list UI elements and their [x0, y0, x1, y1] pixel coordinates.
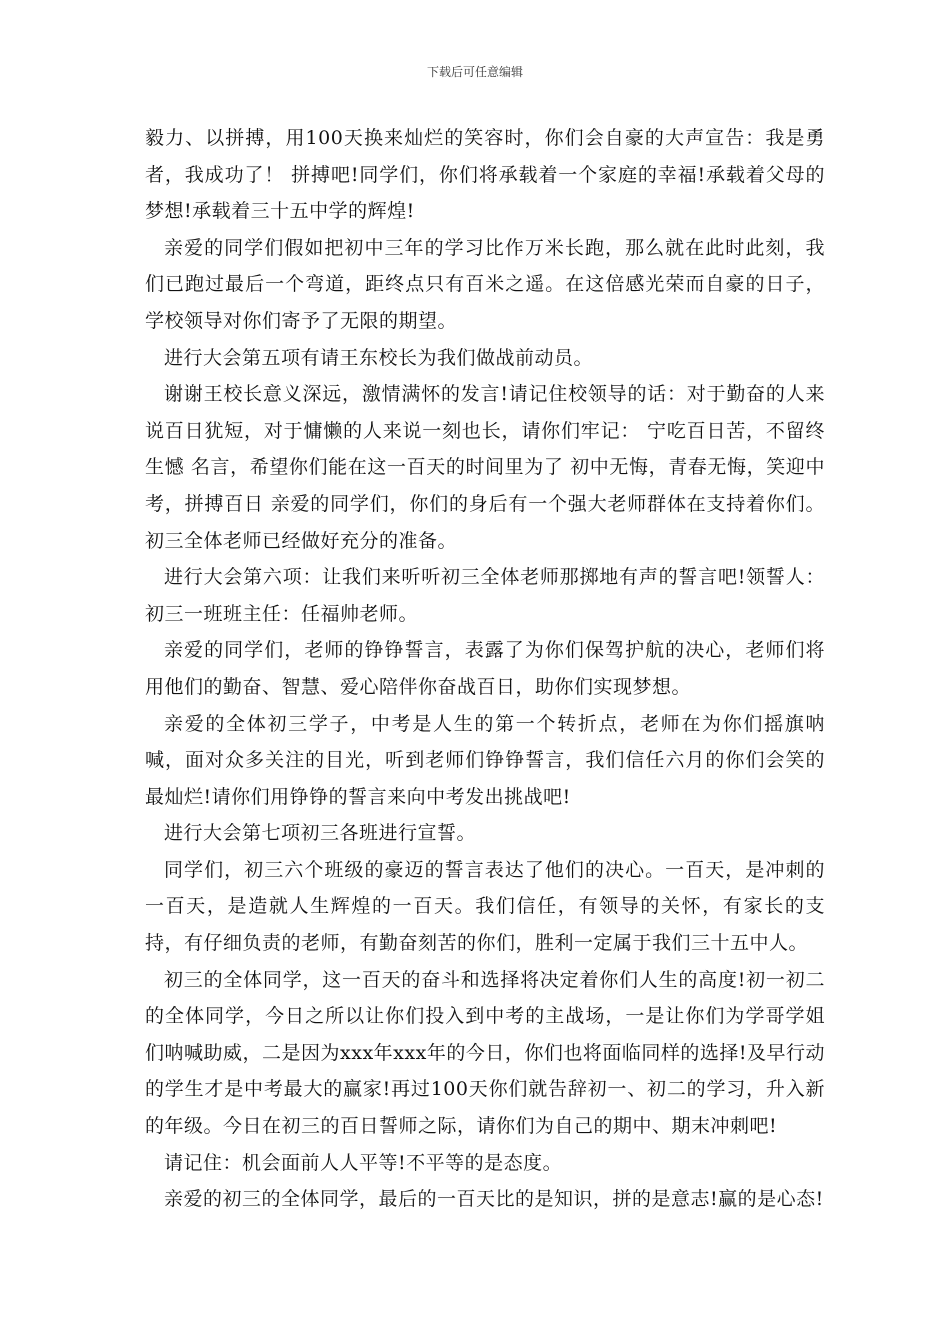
paragraph-12: 亲爱的初三的全体同学，最后的一百天比的是知识，拼的是意志!赢的是心态!: [164, 1188, 824, 1211]
page-header: 下载后可任意编辑: [426, 65, 523, 79]
document-body: [145, 120, 825, 1218]
paragraph-10: 初三的全体同学，这一百天的奋斗和选择将决定着你们人生的高度!初一初二的全体同学，今日之所以让你们投入到中考的主战场，一是让你们为学哥学姐们呐喊助威，二是因为xxx年xxx年的今日，你们也将面临同样的选择!及早行动的学生才是中考最大的赢家!再过100天你们就告辞初一、初二的学习，升入新的年级。今日在初三的百日誓师之际，请你们为自己的期中、期末冲刺吧!: [145, 968, 825, 1138]
paragraph-3: 进行大会第五项有请王东校长为我们做战前动员。: [164, 346, 594, 369]
paragraph-5: 进行大会第六项：让我们来听听初三全体老师那掷地有声的誓言吧!领誓人：初三一班班主任：任福帅老师。: [145, 566, 825, 625]
paragraph-2: 亲爱的同学们假如把初中三年的学习比作万米长跑，那么就在此时此刻，我们已跑过最后一个弯道，距终点只有百米之遥。在这倍感光荣而自豪的日子，学校领导对你们寄予了无限的期望。: [145, 236, 825, 332]
paragraph-7: 亲爱的全体初三学子，中考是人生的第一个转折点，老师在为你们摇旗呐喊，面对众多关注的目光，听到老师们铮铮誓言，我们信任六月的你们会笑的最灿烂!请你们用铮铮的誓言来向中考发出挑战吧!: [145, 712, 825, 808]
paragraph-4: 谢谢王校长意义深远，激情满怀的发言!请记住校领导的话：对于勤奋的人来说百日犹短，对于慵懒的人来说一刻也长，请你们牢记： 宁吃百日苦，不留终生憾 名言，希望你们能在这一百天的时间里为了 初中无悔，青春无悔，笑迎中考，拼搏百日 亲爱的同学们，你们的身后有一个强大老师群体在支持着你们。初三全体老师已经做好充分的准备。: [145, 383, 825, 552]
paragraph-6: 亲爱的同学们，老师的铮铮誓言，表露了为你们保驾护航的决心，老师们将用他们的勤奋、智慧、爱心陪伴你奋战百日，助你们实现梦想。: [145, 639, 825, 698]
paragraph-11: 请记住：机会面前人人平等!不平等的是态度。: [164, 1151, 563, 1174]
paragraph-1: 毅力、以拼搏，用100天换来灿烂的笑容时，你们会自豪的大声宣告：我是勇者，我成功了！ 拼搏吧!同学们，你们将承载着一个家庭的幸福!承载着父母的梦想!承载着三十五中学的辉煌!: [145, 127, 825, 223]
paragraph-8: 进行大会第七项初三各班进行宣誓。: [164, 822, 477, 845]
paragraph-9: 同学们，初三六个班级的豪迈的誓言表达了他们的决心。一百天，是冲刺的一百天，是造就人生辉煌的一百天。我们信任，有领导的关怀，有家长的支持，有仔细负责的老师，有勤奋刻苦的你们，胜利一定属于我们三十五中人。: [145, 858, 825, 955]
